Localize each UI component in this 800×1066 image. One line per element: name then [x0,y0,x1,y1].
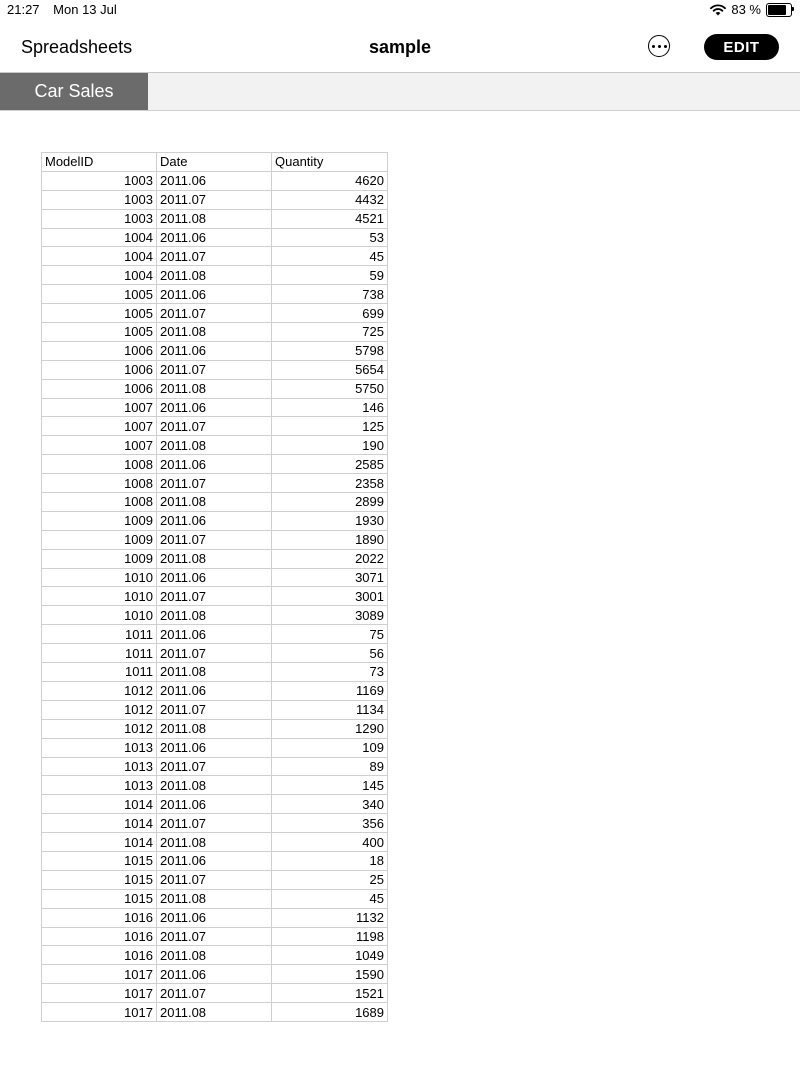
table-row [42,587,388,606]
cell-date[interactable]: 2011.08 [157,889,272,908]
cell-date[interactable]: 2011.07 [157,757,272,776]
cell-date[interactable]: 2011.06 [157,681,272,700]
cell-quantity[interactable]: 738 [272,285,388,304]
cell-modelid[interactable]: 1017 [42,1003,157,1022]
cell-modelid[interactable]: 1007 [42,398,157,417]
cell-modelid[interactable]: 1008 [42,455,157,474]
table-row [42,360,388,379]
cell-modelid[interactable]: 1014 [42,833,157,852]
cell-modelid[interactable]: 1012 [42,681,157,700]
cell-quantity[interactable]: 56 [272,644,388,663]
table-row [42,681,388,700]
cell-modelid[interactable]: 1016 [42,908,157,927]
cell-quantity[interactable]: 4432 [272,190,388,209]
cell-date[interactable]: 2011.08 [157,379,272,398]
cell-date[interactable]: 2011.08 [157,776,272,795]
table-row [42,757,388,776]
table-row [42,833,388,852]
cell-date[interactable]: 2011.06 [157,851,272,870]
cell-date[interactable]: 2011.07 [157,474,272,493]
cell-modelid[interactable]: 1005 [42,304,157,323]
cell-quantity[interactable]: 146 [272,398,388,417]
cell-modelid[interactable]: 1017 [42,965,157,984]
cell-date[interactable]: 2011.06 [157,341,272,360]
table-row [42,814,388,833]
cell-quantity[interactable]: 1169 [272,681,388,700]
table-row [42,493,388,512]
table-row [42,927,388,946]
cell-modelid[interactable]: 1011 [42,625,157,644]
spreadsheets-back-button[interactable]: Spreadsheets [21,37,133,57]
cell-modelid[interactable]: 1015 [42,889,157,908]
cell-quantity[interactable]: 190 [272,436,388,455]
status-bar [0,0,800,20]
cell-date[interactable]: 2011.08 [157,266,272,285]
cell-quantity[interactable]: 1134 [272,700,388,719]
wifi-icon [710,4,726,16]
cell-date[interactable]: 2011.08 [157,719,272,738]
cell-date[interactable]: 2011.07 [157,814,272,833]
table-row [42,908,388,927]
table-row [42,1003,388,1022]
cell-modelid[interactable]: 1009 [42,511,157,530]
cell-date[interactable]: 2011.06 [157,568,272,587]
cell-date[interactable]: 2011.07 [157,984,272,1003]
cell-quantity[interactable]: 125 [272,417,388,436]
cell-quantity[interactable]: 53 [272,228,388,247]
cell-quantity[interactable]: 356 [272,814,388,833]
column-header-quantity[interactable]: Quantity [272,153,388,172]
cell-date[interactable]: 2011.07 [157,870,272,889]
cell-modelid[interactable]: 1009 [42,530,157,549]
sheet-tab-bar [0,73,800,111]
table-row [42,190,388,209]
table-row [42,870,388,889]
cell-modelid[interactable]: 1003 [42,190,157,209]
cell-date[interactable]: 2011.08 [157,549,272,568]
cell-modelid[interactable]: 1004 [42,266,157,285]
cell-quantity[interactable]: 145 [272,776,388,795]
table-row [42,323,388,342]
cell-date[interactable]: 2011.08 [157,833,272,852]
cell-modelid[interactable]: 1005 [42,285,157,304]
cell-modelid[interactable]: 1007 [42,436,157,455]
cell-quantity[interactable]: 25 [272,870,388,889]
cell-date[interactable]: 2011.06 [157,285,272,304]
table-row [42,285,388,304]
column-header-date[interactable]: Date [157,153,272,172]
cell-date[interactable]: 2011.07 [157,644,272,663]
cell-quantity[interactable]: 1198 [272,927,388,946]
cell-modelid[interactable]: 1009 [42,549,157,568]
table-row [42,851,388,870]
cell-quantity[interactable]: 5750 [272,379,388,398]
navigation-bar [0,20,800,73]
table-row [42,228,388,247]
cell-modelid[interactable]: 1007 [42,417,157,436]
status-left [7,2,127,17]
cell-quantity[interactable]: 59 [272,266,388,285]
table-row [42,644,388,663]
table-row [42,719,388,738]
cell-date[interactable]: 2011.06 [157,511,272,530]
header-row [42,153,388,172]
edit-button[interactable]: EDIT [704,34,779,60]
table-row [42,436,388,455]
cell-quantity[interactable]: 400 [272,833,388,852]
table-row [42,795,388,814]
table-row [42,304,388,323]
cell-modelid[interactable]: 1003 [42,171,157,190]
document-title: sample [368,37,432,57]
table-row [42,549,388,568]
cell-date[interactable]: 2011.07 [157,304,272,323]
cell-date[interactable]: 2011.07 [157,587,272,606]
table-row [42,776,388,795]
cell-modelid[interactable]: 1013 [42,738,157,757]
cell-modelid[interactable]: 1004 [42,228,157,247]
table-row [42,417,388,436]
cell-date[interactable]: 2011.08 [157,209,272,228]
cell-modelid[interactable]: 1006 [42,341,157,360]
table-row [42,663,388,682]
cell-modelid[interactable]: 1014 [42,795,157,814]
cell-modelid[interactable]: 1017 [42,984,157,1003]
column-header-modelid[interactable]: ModelID [42,153,157,172]
table-row [42,455,388,474]
cell-modelid[interactable]: 1005 [42,323,157,342]
cell-date[interactable]: 2011.08 [157,493,272,512]
table-row [42,984,388,1003]
cell-quantity[interactable]: 1590 [272,965,388,984]
table-row [42,398,388,417]
table-row [42,530,388,549]
table-row [42,511,388,530]
table-row [42,889,388,908]
status-right [710,2,792,17]
cell-date[interactable]: 2011.06 [157,908,272,927]
data-table [41,152,388,1022]
cell-modelid[interactable]: 1010 [42,568,157,587]
cell-modelid[interactable]: 1012 [42,700,157,719]
cell-quantity[interactable]: 1930 [272,511,388,530]
cell-quantity[interactable]: 2022 [272,549,388,568]
cell-date[interactable]: 2011.07 [157,360,272,379]
cell-date[interactable]: 2011.07 [157,190,272,209]
cell-date[interactable]: 2011.08 [157,946,272,965]
table-row [42,379,388,398]
cell-quantity[interactable]: 5654 [272,360,388,379]
cell-modelid[interactable]: 1006 [42,379,157,398]
cell-date[interactable]: 2011.06 [157,455,272,474]
cell-modelid[interactable]: 1016 [42,946,157,965]
cell-quantity[interactable]: 75 [272,625,388,644]
cell-modelid[interactable]: 1010 [42,587,157,606]
cell-date[interactable]: 2011.06 [157,738,272,757]
cell-quantity[interactable]: 109 [272,738,388,757]
cell-date[interactable]: 2011.08 [157,436,272,455]
table-row [42,738,388,757]
table-row [42,341,388,360]
cell-modelid[interactable]: 1013 [42,757,157,776]
cell-quantity[interactable]: 4620 [272,171,388,190]
table-row [42,568,388,587]
cell-date[interactable]: 2011.07 [157,927,272,946]
cell-quantity[interactable]: 73 [272,663,388,682]
cell-modelid[interactable]: 1015 [42,870,157,889]
cell-modelid[interactable]: 1014 [42,814,157,833]
cell-date[interactable]: 2011.07 [157,700,272,719]
cell-modelid[interactable]: 1008 [42,474,157,493]
cell-quantity[interactable]: 1689 [272,1003,388,1022]
cell-quantity[interactable]: 2585 [272,455,388,474]
cell-date[interactable]: 2011.07 [157,247,272,266]
cell-modelid[interactable]: 1013 [42,776,157,795]
cell-quantity[interactable]: 4521 [272,209,388,228]
cell-quantity[interactable]: 2899 [272,493,388,512]
cell-quantity[interactable]: 3071 [272,568,388,587]
status-date: Mon 13 Jul [53,2,117,17]
cell-date[interactable]: 2011.06 [157,171,272,190]
table-row [42,171,388,190]
cell-date[interactable]: 2011.06 [157,398,272,417]
cell-quantity[interactable]: 2358 [272,474,388,493]
cell-quantity[interactable]: 1890 [272,530,388,549]
more-options-icon[interactable] [648,35,670,57]
table-row [42,965,388,984]
cell-quantity[interactable]: 1290 [272,719,388,738]
cell-date[interactable]: 2011.08 [157,606,272,625]
cell-modelid[interactable]: 1004 [42,247,157,266]
cell-quantity[interactable]: 1132 [272,908,388,927]
cell-quantity[interactable]: 45 [272,247,388,266]
table-row [42,474,388,493]
cell-date[interactable]: 2011.06 [157,228,272,247]
cell-date[interactable]: 2011.07 [157,417,272,436]
table-body [42,171,388,1021]
table-row [42,266,388,285]
cell-modelid[interactable]: 1015 [42,851,157,870]
cell-modelid[interactable]: 1011 [42,644,157,663]
sheet-tab-car-sales[interactable]: Car Sales [0,73,148,110]
cell-quantity[interactable]: 45 [272,889,388,908]
cell-quantity[interactable]: 89 [272,757,388,776]
cell-modelid[interactable]: 1011 [42,663,157,682]
table-row [42,209,388,228]
cell-date[interactable]: 2011.06 [157,625,272,644]
battery-fill [768,5,786,15]
cell-modelid[interactable]: 1008 [42,493,157,512]
cell-date[interactable]: 2011.07 [157,530,272,549]
cell-modelid[interactable]: 1006 [42,360,157,379]
table-row [42,946,388,965]
cell-date[interactable]: 2011.06 [157,795,272,814]
cell-modelid[interactable]: 1012 [42,719,157,738]
battery-percent: 83 % [731,2,761,17]
cell-date[interactable]: 2011.08 [157,663,272,682]
cell-quantity[interactable]: 340 [272,795,388,814]
cell-date[interactable]: 2011.08 [157,1003,272,1022]
cell-quantity[interactable]: 3089 [272,606,388,625]
cell-modelid[interactable]: 1010 [42,606,157,625]
battery-icon [766,3,792,17]
table-row [42,606,388,625]
cell-quantity[interactable]: 5798 [272,341,388,360]
cell-modelid[interactable]: 1003 [42,209,157,228]
table-row [42,700,388,719]
cell-modelid[interactable]: 1016 [42,927,157,946]
cell-date[interactable]: 2011.08 [157,323,272,342]
cell-quantity[interactable]: 18 [272,851,388,870]
cell-quantity[interactable]: 725 [272,323,388,342]
status-time: 21:27 [7,2,40,17]
cell-quantity[interactable]: 699 [272,304,388,323]
cell-quantity[interactable]: 3001 [272,587,388,606]
cell-quantity[interactable]: 1521 [272,984,388,1003]
cell-quantity[interactable]: 1049 [272,946,388,965]
table-row [42,247,388,266]
cell-date[interactable]: 2011.06 [157,965,272,984]
table-row [42,625,388,644]
